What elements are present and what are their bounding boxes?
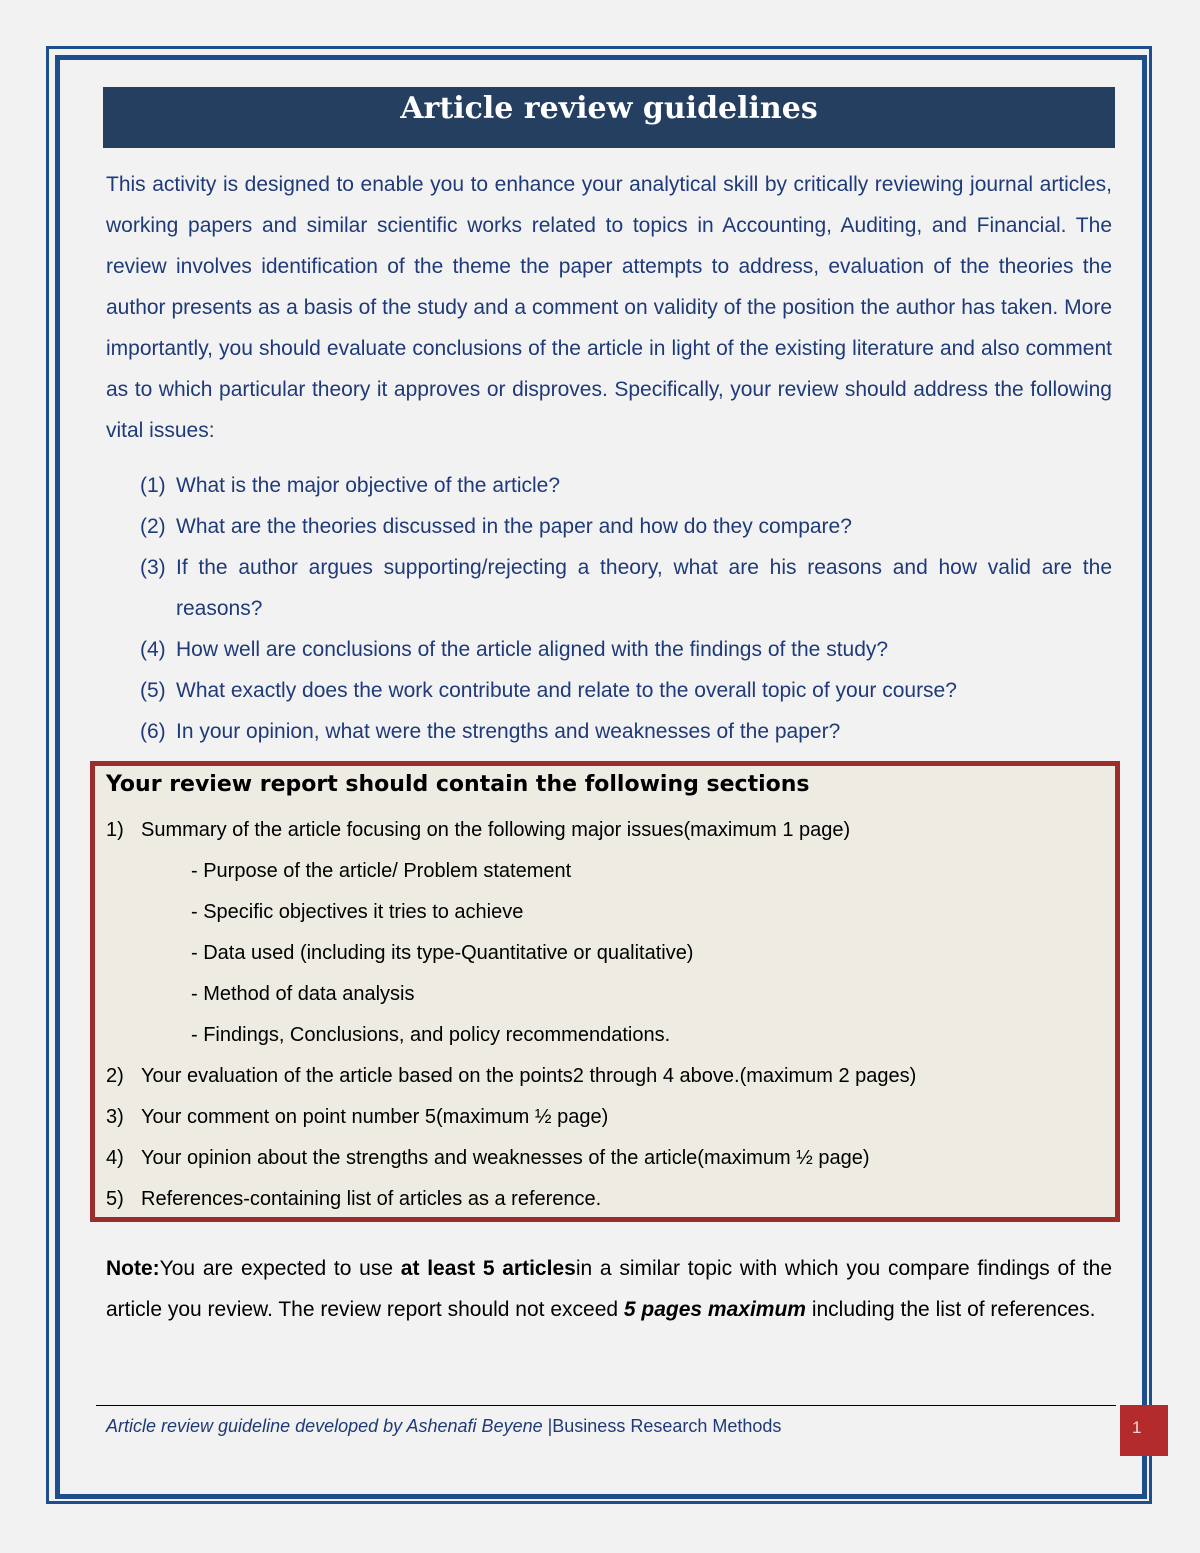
section-text: Your opinion about the strengths and weaknesses of the article(maximum ½ page) [141,1147,870,1169]
note-emphasis: at least 5 articles [400,1257,576,1280]
sub-item: - Method of data analysis [191,983,415,1005]
question-number: (3) [140,556,166,579]
page-title: Article review guidelines [103,87,1115,148]
list-item [140,629,1112,670]
sub-item: - Purpose of the article/ Problem statement [191,860,572,882]
question-text: What exactly does the work contribute and relate to the overall topic of your course? [176,679,957,702]
list-item [106,810,1106,1056]
intro-paragraph: This activity is designed to enable you to enhance your analytical skill by critically reviewing journal articles, working papers and similar scientific works related to topics in Accounting, Auditing, and Financial. The review involves identification of the theme the paper attempts to address, evaluation of the theories the author presents as a basis of the study and a comment on validity of the position the author has taken. More importantly, you should evaluate conclusions of the article in light of the existing literature and also comment as to which particular theory it approves or disproves. Specifically, your review should address the following vital issues: [106,173,1112,442]
footer-credit: Article review guideline developed by Ashenafi Beyene [106,1416,548,1436]
list-item [106,1138,1106,1179]
list-item [140,547,1112,629]
question-number: (4) [140,638,166,661]
section-number: 1) [106,819,124,841]
note-text: in a similar topic with which you compare findings of the article you review. The review report should not exceed [106,1257,1112,1321]
footer-course: |Business Research Methods [547,1416,782,1436]
section-text: Summary of the article focusing on the following major issues(maximum 1 page) [141,819,851,841]
summary-sub-list [106,851,1106,1056]
section-number: 2) [106,1065,124,1087]
section-number: 3) [106,1106,124,1128]
note-emphasis: 5 pages maximum [623,1298,806,1321]
list-item [106,1056,1106,1097]
section-number: 4) [106,1147,124,1169]
page-number-badge: 1 [1120,1405,1168,1456]
note-text: including the list of references. [805,1298,1096,1321]
sections-heading: Your review report should contain the following sections [106,772,810,797]
question-text: What are the theories discussed in the paper and how do they compare? [176,515,852,538]
section-text: Your comment on point number 5(maximum ½ page) [141,1106,609,1128]
list-item [106,1179,1106,1220]
footer-divider [96,1405,1116,1406]
question-text: How well are conclusions of the article aligned with the findings of the study? [176,638,889,661]
sub-item: - Specific objectives it tries to achieve [191,901,524,923]
sub-item: - Findings, Conclusions, and policy recommendations. [191,1024,671,1046]
sub-item: - Data used (including its type-Quantitative or qualitative) [191,942,694,964]
note-paragraph [106,1248,1112,1330]
list-item [140,711,1112,752]
question-text: If the author argues supporting/rejecting a theory, what are his reasons and how valid are the reasons? [176,556,1112,620]
question-number: (2) [140,515,166,538]
note-text: You are expected to use [159,1257,401,1280]
sections-list [106,810,1106,1220]
list-item [106,1097,1106,1138]
list-item [140,465,1112,506]
question-list [140,465,1112,752]
list-item [140,506,1112,547]
note-label: Note: [106,1257,160,1280]
section-text: Your evaluation of the article based on the points2 through 4 above.(maximum 2 pages) [141,1065,917,1087]
question-number: (6) [140,720,166,743]
section-text: References-containing list of articles as a reference. [141,1188,602,1210]
section-number: 5) [106,1188,124,1210]
list-item [140,670,1112,711]
question-number: (1) [140,474,166,497]
footer [106,1414,781,1438]
question-text: In your opinion, what were the strengths and weaknesses of the paper? [176,720,841,743]
question-text: What is the major objective of the article? [176,474,561,497]
question-number: (5) [140,679,166,702]
